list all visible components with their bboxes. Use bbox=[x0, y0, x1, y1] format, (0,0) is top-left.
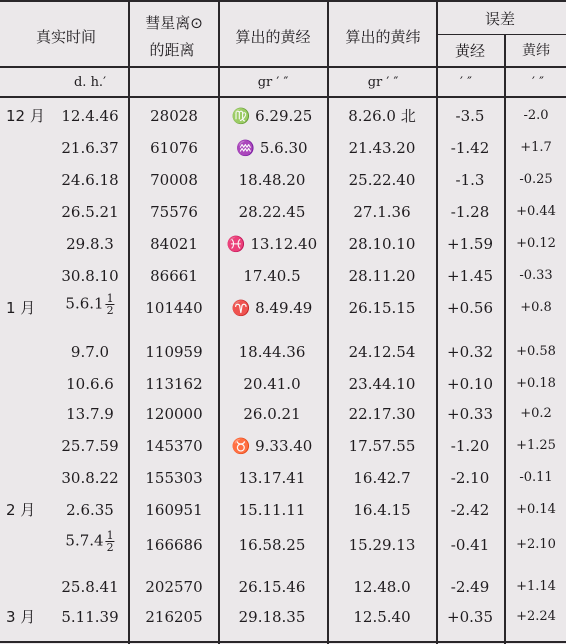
distance-cell: 84021 bbox=[150, 235, 198, 253]
header-comet-distance-line2: 的距离 bbox=[149, 41, 195, 59]
error-latitude-cell: +1.25 bbox=[516, 438, 556, 453]
error-latitude-cell: +0.44 bbox=[516, 204, 556, 219]
error-longitude-cell: -2.42 bbox=[450, 501, 490, 519]
header-comet-distance-line1: 彗星离⊙ bbox=[145, 14, 203, 32]
unit-time: d. h.′ bbox=[73, 75, 107, 90]
distance-cell: 75576 bbox=[150, 203, 198, 221]
header-calc-latitude: 算出的黄纬 bbox=[345, 28, 421, 46]
distance-cell: 28028 bbox=[150, 107, 198, 125]
month-label: 1 月 bbox=[6, 299, 36, 317]
month-label: 12 月 bbox=[6, 107, 45, 125]
longitude-cell: 18.48.20 bbox=[238, 171, 306, 189]
error-longitude-cell: -3.5 bbox=[455, 107, 485, 125]
latitude-cell: 24.12.54 bbox=[348, 343, 416, 361]
time-cell: 2.6.35 bbox=[66, 501, 114, 519]
distance-cell: 202570 bbox=[145, 578, 203, 596]
time-cell: 24.6.18 bbox=[61, 171, 119, 189]
error-latitude-cell: -0.25 bbox=[519, 172, 553, 187]
longitude-cell: 26.15.46 bbox=[238, 578, 306, 596]
table-top-rule bbox=[0, 0, 566, 2]
header-true-time: 真实时间 bbox=[35, 28, 97, 46]
unit-latitude: gr ′ ″ bbox=[367, 75, 399, 90]
error-latitude-cell: +0.8 bbox=[520, 300, 552, 315]
column-divider bbox=[504, 35, 506, 644]
distance-cell: 70008 bbox=[150, 171, 198, 189]
longitude-cell: ♓ 13.12.40 bbox=[226, 235, 318, 253]
latitude-cell: 17.57.55 bbox=[348, 437, 416, 455]
latitude-cell: 15.29.13 bbox=[348, 536, 416, 554]
error-longitude-cell: +0.56 bbox=[447, 299, 493, 317]
error-latitude-cell: +0.14 bbox=[516, 502, 556, 517]
column-divider bbox=[327, 0, 329, 644]
time-cell: 5.11.39 bbox=[61, 608, 119, 626]
fraction-one-half: $\frac{1}{2}$ bbox=[106, 529, 114, 554]
error-longitude-cell: +0.33 bbox=[447, 405, 493, 423]
header-error: 误差 bbox=[484, 10, 516, 28]
unit-error-latitude: ′ ″ bbox=[532, 75, 544, 90]
longitude-cell: 26.0.21 bbox=[243, 405, 301, 423]
latitude-cell: 27.1.36 bbox=[353, 203, 411, 221]
error-latitude-cell: -0.11 bbox=[519, 470, 553, 485]
latitude-cell: 22.17.30 bbox=[348, 405, 416, 423]
distance-cell: 145370 bbox=[145, 437, 203, 455]
time-cell: 9.7.0 bbox=[70, 343, 110, 361]
distance-cell: 61076 bbox=[150, 139, 198, 157]
error-latitude-cell: +0.18 bbox=[516, 376, 556, 391]
time-cell: 29.8.3 bbox=[66, 235, 114, 253]
time-cell: 25.8.41 bbox=[61, 578, 119, 596]
error-longitude-cell: -0.41 bbox=[450, 536, 490, 554]
error-latitude-cell: +1.7 bbox=[520, 140, 552, 155]
distance-cell: 160951 bbox=[145, 501, 203, 519]
longitude-cell: ♉ 9.33.40 bbox=[231, 437, 313, 455]
time-cell: 10.6.6 bbox=[66, 375, 114, 393]
latitude-cell: 28.11.20 bbox=[348, 267, 416, 285]
distance-cell: 155303 bbox=[145, 469, 203, 487]
error-longitude-cell: -1.3 bbox=[455, 171, 485, 189]
column-divider bbox=[436, 0, 438, 644]
error-longitude-cell: -1.42 bbox=[450, 139, 490, 157]
table-bottom-rule bbox=[0, 641, 566, 643]
error-latitude-cell: +2.10 bbox=[516, 537, 556, 552]
error-latitude-cell: -0.33 bbox=[519, 268, 553, 283]
time-cell: 5.7.4 $\frac{1}{2}$ bbox=[65, 529, 114, 554]
longitude-cell: ♒ 5.6.30 bbox=[236, 139, 308, 157]
column-divider bbox=[218, 0, 220, 644]
distance-cell: 166686 bbox=[145, 536, 203, 554]
longitude-cell: 17.40.5 bbox=[243, 267, 301, 285]
distance-cell: 86661 bbox=[150, 267, 198, 285]
error-latitude-cell: +0.58 bbox=[516, 344, 556, 359]
error-longitude-cell: -2.49 bbox=[450, 578, 490, 596]
latitude-cell: 26.15.15 bbox=[348, 299, 416, 317]
error-latitude-cell: +0.2 bbox=[520, 406, 552, 421]
column-divider bbox=[128, 0, 130, 644]
time-cell: 30.8.10 bbox=[61, 267, 119, 285]
error-longitude-cell: +0.10 bbox=[447, 375, 493, 393]
unit-error-longitude: ′ ″ bbox=[460, 75, 472, 90]
time-cell: 26.5.21 bbox=[61, 203, 119, 221]
error-longitude-cell: +0.32 bbox=[447, 343, 493, 361]
error-longitude-cell: +1.45 bbox=[447, 267, 493, 285]
distance-cell: 101440 bbox=[145, 299, 203, 317]
longitude-cell: 15.11.11 bbox=[238, 501, 306, 519]
error-longitude-cell: -1.28 bbox=[450, 203, 490, 221]
latitude-cell: 28.10.10 bbox=[348, 235, 416, 253]
latitude-cell: 8.26.0 北 bbox=[348, 107, 416, 125]
error-latitude-cell: +2.24 bbox=[516, 609, 556, 624]
header-error-latitude: 黄纬 bbox=[522, 43, 550, 59]
units-divider bbox=[0, 96, 566, 98]
distance-cell: 120000 bbox=[145, 405, 203, 423]
longitude-cell: 13.17.41 bbox=[238, 469, 306, 487]
fraction-one-half: $\frac{1}{2}$ bbox=[106, 292, 114, 317]
header-calc-longitude: 算出的黄经 bbox=[235, 28, 311, 46]
unit-longitude: gr ′ ″ bbox=[257, 75, 289, 90]
header-error-longitude: 黄经 bbox=[454, 42, 486, 60]
error-latitude-cell: +0.12 bbox=[516, 236, 556, 251]
longitude-cell: 16.58.25 bbox=[238, 536, 306, 554]
error-latitude-cell: +1.14 bbox=[516, 579, 556, 594]
error-longitude-cell: +1.59 bbox=[447, 235, 493, 253]
longitude-cell: 28.22.45 bbox=[238, 203, 306, 221]
latitude-cell: 16.4.15 bbox=[353, 501, 411, 519]
longitude-cell: 29.18.35 bbox=[238, 608, 306, 626]
error-longitude-cell: -1.20 bbox=[450, 437, 490, 455]
latitude-cell: 12.48.0 bbox=[353, 578, 411, 596]
month-label: 2 月 bbox=[6, 501, 36, 519]
time-cell: 5.6.1 $\frac{1}{2}$ bbox=[65, 292, 114, 317]
time-cell: 13.7.9 bbox=[66, 405, 114, 423]
time-cell: 21.6.37 bbox=[61, 139, 119, 157]
longitude-cell: ♈ 8.49.49 bbox=[231, 299, 313, 317]
month-label: 3 月 bbox=[6, 608, 36, 626]
longitude-cell: 18.44.36 bbox=[238, 343, 306, 361]
distance-cell: 110959 bbox=[145, 343, 203, 361]
latitude-cell: 23.44.10 bbox=[348, 375, 416, 393]
time-cell: 12.4.46 bbox=[61, 107, 119, 125]
longitude-cell: ♍ 6.29.25 bbox=[231, 107, 313, 125]
time-cell: 30.8.22 bbox=[61, 469, 119, 487]
latitude-cell: 21.43.20 bbox=[348, 139, 416, 157]
error-longitude-cell: +0.35 bbox=[447, 608, 493, 626]
time-cell: 25.7.59 bbox=[61, 437, 119, 455]
latitude-cell: 25.22.40 bbox=[348, 171, 416, 189]
error-subheader-rule bbox=[436, 34, 566, 35]
latitude-cell: 16.42.7 bbox=[353, 469, 411, 487]
header-divider bbox=[0, 66, 566, 68]
longitude-cell: 20.41.0 bbox=[243, 375, 301, 393]
error-longitude-cell: -2.10 bbox=[450, 469, 490, 487]
error-latitude-cell: -2.0 bbox=[523, 108, 549, 123]
distance-cell: 216205 bbox=[145, 608, 203, 626]
distance-cell: 113162 bbox=[145, 375, 203, 393]
latitude-cell: 12.5.40 bbox=[353, 608, 411, 626]
